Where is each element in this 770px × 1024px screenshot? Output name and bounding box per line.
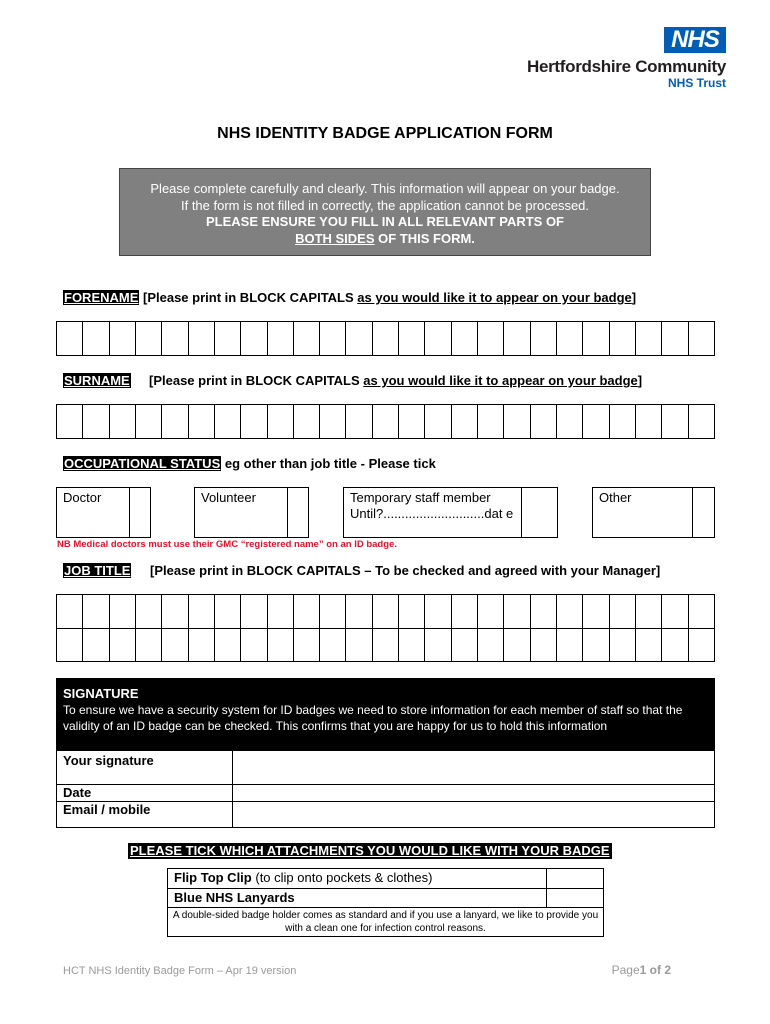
flip-clip-desc: (to clip onto pockets & clothes) [251,870,433,885]
forename-box[interactable] [215,322,241,355]
page-current: 1 [639,963,647,977]
page-prefix: Page [611,963,640,977]
job-title-box[interactable] [268,629,294,661]
status-temporary-label: Temporary staff member Until?............................dat e [344,488,522,537]
surname-instruction-underlined: as you would like it to appear on your badge [363,373,638,388]
signature-section [56,678,715,750]
job-title-box[interactable] [425,595,451,628]
occupational-label-row [63,456,436,471]
status-doctor-tickbox[interactable] [130,488,150,537]
notice-both-sides: BOTH SIDES [295,230,375,246]
signature-heading: SIGNATURE [63,686,139,701]
job-title-box[interactable] [110,595,136,628]
status-volunteer-label: Volunteer [195,488,288,537]
forename-box[interactable] [636,322,662,355]
job-title-box[interactable] [320,595,346,628]
job-title-box[interactable] [57,629,83,661]
job-title-box[interactable] [241,629,267,661]
email-row [57,802,714,827]
job-title-box[interactable] [346,595,372,628]
status-doctor[interactable] [56,487,151,538]
signature-label: Your signature [57,751,233,784]
occupational-instruction: eg other than job title - Please tick [221,456,436,471]
notice-line-4-rest: OF THIS FORM. [374,230,475,246]
surname-box[interactable] [320,405,346,438]
surname-close: ] [637,373,643,388]
job-title-box[interactable] [294,629,320,661]
forename-input-grid[interactable] [56,321,715,356]
job-title-box[interactable] [294,595,320,628]
job-title-box[interactable] [215,595,241,628]
job-title-box[interactable] [531,629,557,661]
forename-box[interactable] [610,322,636,355]
gmc-note: NB Medical doctors must use their GMC “registered name” on an ID badge. [57,539,397,550]
job-title-box[interactable] [373,595,399,628]
forename-box[interactable] [136,322,162,355]
forename-box[interactable] [241,322,267,355]
forename-instruction: [Please print in BLOCK CAPITALS [139,290,358,305]
surname-box[interactable] [531,405,557,438]
forename-label-row [63,290,636,305]
job-title-box[interactable] [504,629,530,661]
job-title-box[interactable] [136,629,162,661]
page-number [612,963,671,977]
job-title-box[interactable] [557,629,583,661]
forename-box[interactable] [452,322,478,355]
surname-box[interactable] [452,405,478,438]
job-title-box[interactable] [320,629,346,661]
forename-box[interactable] [504,322,530,355]
status-other-label: Other [593,488,693,537]
status-volunteer-tickbox[interactable] [288,488,308,537]
surname-box[interactable] [346,405,372,438]
surname-box[interactable] [399,405,425,438]
page-total: 2 [664,963,671,977]
forename-box[interactable] [268,322,294,355]
surname-label: SURNAME [64,373,130,388]
job-title-box[interactable] [241,595,267,628]
surname-box[interactable] [373,405,399,438]
job-title-label: JOB TITLE [64,563,131,578]
surname-box[interactable] [478,405,504,438]
job-title-box[interactable] [399,595,425,628]
attachments-title: PLEASE TICK WHICH ATTACHMENTS YOU WOULD LIKE WITH YOUR BADGE [130,843,610,858]
attachment-lanyard [168,889,603,908]
footer-version: HCT NHS Identity Badge Form – Apr 19 version [63,965,297,977]
job-title-box[interactable] [662,595,688,628]
date-label: Date [57,785,233,801]
surname-box[interactable] [162,405,188,438]
surname-box[interactable] [689,405,714,438]
forename-box[interactable] [346,322,372,355]
occupational-label: OCCUPATIONAL STATUS [64,456,221,471]
job-title-box[interactable] [689,595,714,628]
surname-instruction: [Please print in BLOCK CAPITALS [149,373,364,388]
job-title-input-grid-1[interactable] [56,594,715,629]
job-title-box[interactable] [583,595,609,628]
attachments-note: A double-sided badge holder comes as standard and if you use a lanyard, we like to provide you with a clean one for infection control reasons. [172,910,599,934]
signature-text: To ensure we have a security system for ID badges we need to store information for each member of staff so that the validity of an ID badge can be checked. This confirms that you are happy for us to hold this information [63,703,683,733]
job-title-box[interactable] [189,595,215,628]
job-title-box[interactable] [689,629,714,661]
job-title-instruction: [Please print in BLOCK CAPITALS – To be checked and agreed with your Manager] [150,563,661,578]
job-title-box[interactable] [136,595,162,628]
status-other-tickbox[interactable] [693,488,714,537]
forename-box[interactable] [189,322,215,355]
job-title-box[interactable] [531,595,557,628]
surname-box[interactable] [610,405,636,438]
job-title-box[interactable] [452,629,478,661]
job-title-box[interactable] [610,595,636,628]
forename-instruction-underlined: as you would like it to appear on your badge [357,290,632,305]
page-of: of [646,963,665,977]
notice-line-4 [120,231,650,248]
surname-box[interactable] [557,405,583,438]
job-title-box[interactable] [162,629,188,661]
instructions-notice [119,168,651,256]
forename-box[interactable] [110,322,136,355]
notice-line-1: Please complete carefully and clearly. This information will appear on your badge. [150,181,620,196]
surname-box[interactable] [83,405,109,438]
surname-box[interactable] [636,405,662,438]
attachment-flip-clip [168,869,603,889]
job-title-box[interactable] [636,629,662,661]
forename-box[interactable] [689,322,714,355]
status-temporary-tickbox[interactable] [522,488,557,537]
surname-box[interactable] [241,405,267,438]
forename-box[interactable] [320,322,346,355]
page-title: NHS IDENTITY BADGE APPLICATION FORM [217,125,553,142]
signature-row [57,751,714,785]
job-title-label-row [63,563,131,578]
job-title-box[interactable] [399,629,425,661]
surname-box[interactable] [189,405,215,438]
forename-box[interactable] [425,322,451,355]
job-title-box[interactable] [57,595,83,628]
surname-label-row [63,373,131,388]
status-volunteer[interactable] [194,487,309,538]
notice-line-3: PLEASE ENSURE YOU FILL IN ALL RELEVANT PARTS OF [205,214,564,229]
surname-box[interactable] [215,405,241,438]
date-field[interactable] [233,785,714,801]
job-title-box[interactable] [610,629,636,661]
forename-box[interactable] [531,322,557,355]
job-title-box[interactable] [662,629,688,661]
notice-line-2: If the form is not filled in correctly, the application cannot be processed. [180,197,590,213]
job-title-box[interactable] [478,629,504,661]
email-label: Email / mobile [57,802,233,827]
forename-label: FORENAME [64,290,139,305]
lanyard-tickbox[interactable] [547,889,603,907]
forename-box[interactable] [83,322,109,355]
job-title-box[interactable] [83,629,109,661]
surname-instruction-row [149,373,642,388]
surname-box[interactable] [504,405,530,438]
org-sub: NHS Trust [667,76,726,90]
surname-box[interactable] [583,405,609,438]
surname-box[interactable] [110,405,136,438]
forename-box[interactable] [557,322,583,355]
org-name: Hertfordshire Community [526,57,726,76]
job-title-box[interactable] [215,629,241,661]
job-title-box[interactable] [162,595,188,628]
attachments-table [167,868,604,937]
forename-box[interactable] [399,322,425,355]
forename-box[interactable] [294,322,320,355]
flip-clip-bold: Flip Top Clip [174,870,252,885]
forename-box[interactable] [662,322,688,355]
surname-input-grid[interactable] [56,404,715,439]
job-title-box[interactable] [110,629,136,661]
job-title-box[interactable] [504,595,530,628]
status-other[interactable] [592,487,715,538]
surname-box[interactable] [268,405,294,438]
job-title-box[interactable] [557,595,583,628]
surname-box[interactable] [57,405,83,438]
lanyard-label: Blue NHS Lanyards [168,889,547,907]
job-title-box[interactable] [268,595,294,628]
forename-box[interactable] [583,322,609,355]
surname-box[interactable] [136,405,162,438]
flip-clip-tickbox[interactable] [547,869,603,888]
job-title-box[interactable] [373,629,399,661]
date-row [57,785,714,802]
forename-box[interactable] [162,322,188,355]
job-title-input-grid-2[interactable] [56,628,715,662]
status-temporary[interactable] [343,487,558,538]
forename-close: ] [631,290,637,305]
surname-box[interactable] [294,405,320,438]
job-title-box[interactable] [452,595,478,628]
signature-field[interactable] [233,751,714,784]
email-field[interactable] [233,802,714,827]
forename-box[interactable] [478,322,504,355]
job-title-box[interactable] [583,629,609,661]
job-title-box[interactable] [478,595,504,628]
nhs-logo: NHS [664,27,726,53]
job-title-box[interactable] [189,629,215,661]
job-title-box[interactable] [425,629,451,661]
flip-clip-label [168,869,547,888]
status-doctor-label: Doctor [57,488,130,537]
job-title-box[interactable] [636,595,662,628]
job-title-box[interactable] [346,629,372,661]
forename-box[interactable] [373,322,399,355]
job-title-box[interactable] [83,595,109,628]
signature-table [56,750,715,828]
surname-box[interactable] [662,405,688,438]
forename-box[interactable] [57,322,83,355]
surname-box[interactable] [425,405,451,438]
